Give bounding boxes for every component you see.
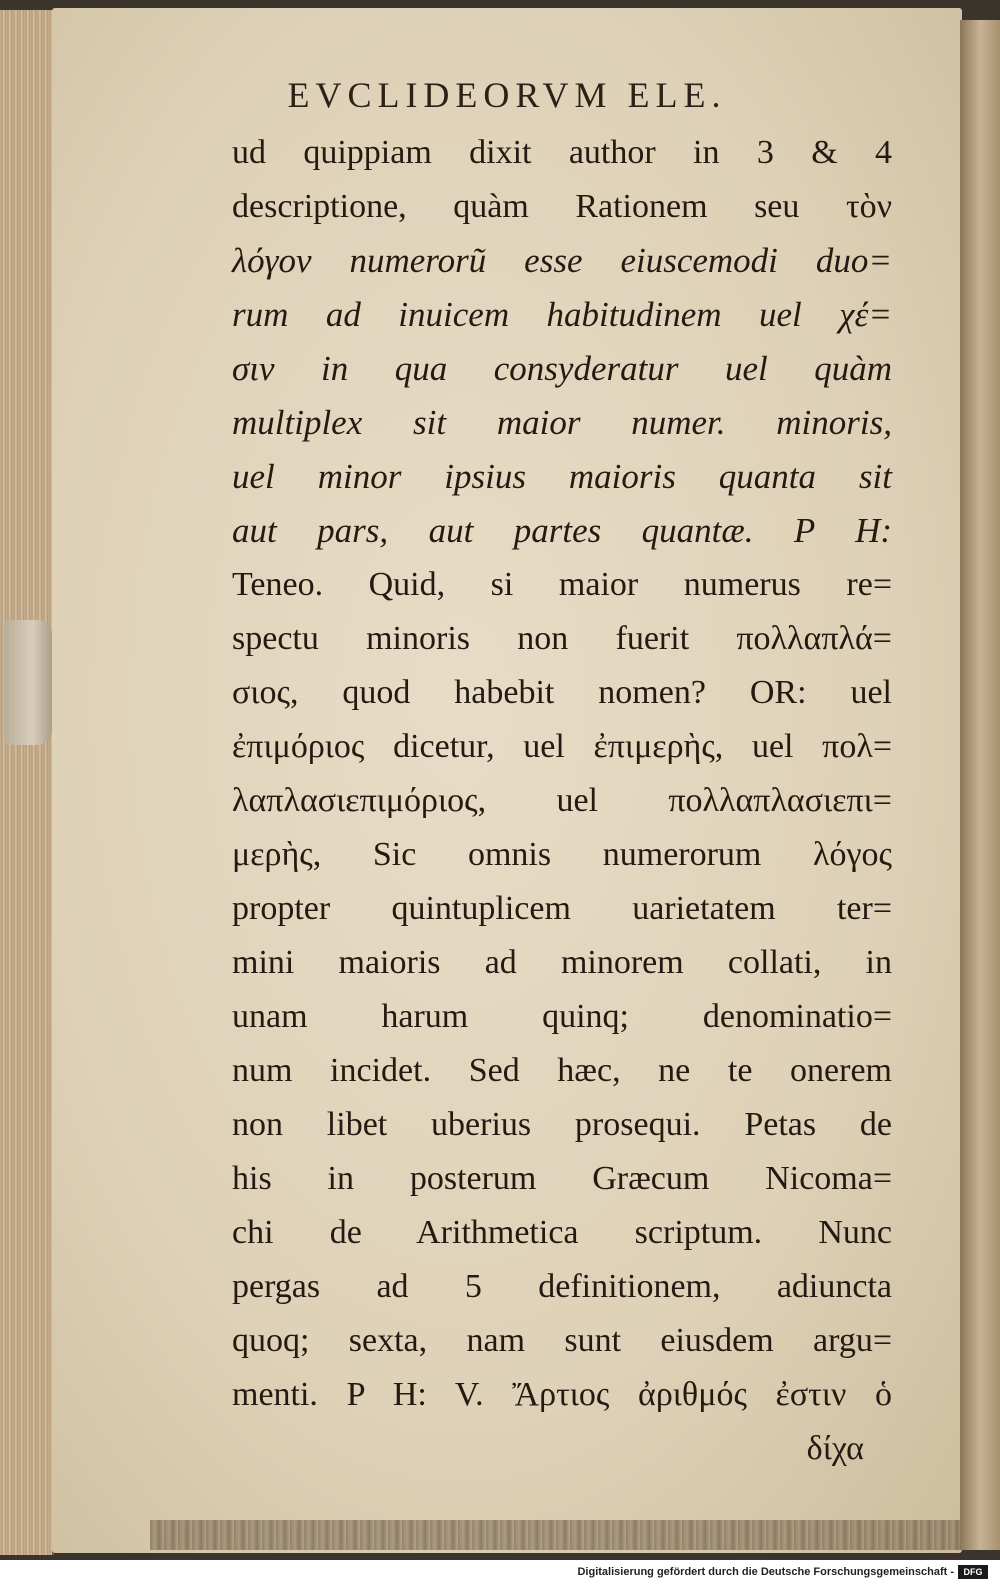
text-line: spectu minoris non fuerit πολλαπλά= bbox=[232, 620, 892, 657]
page-bottom-edge bbox=[150, 1520, 960, 1550]
text-line: multiplex sit maior numer. minoris, bbox=[232, 403, 892, 442]
page-fore-edge bbox=[0, 10, 54, 1555]
digitization-credit: Digitalisierung gefördert durch die Deutsche Forschungsgemeinschaft - bbox=[577, 1566, 954, 1578]
bookmark-tab bbox=[4, 620, 52, 745]
text-line: num incidet. Sed hæc, ne te onerem bbox=[232, 1052, 892, 1089]
text-line: aut pars, aut partes quantæ. P H: bbox=[232, 511, 892, 550]
text-line: mini maioris ad minorem collati, in bbox=[232, 944, 892, 981]
text-line: ἐπιμόριος dicetur, uel ἐπιμερὴς, uel πολ= bbox=[232, 728, 892, 765]
text-line: his in posterum Græcum Nicoma= bbox=[232, 1160, 892, 1197]
text-line: propter quintuplicem uarietatem ter= bbox=[232, 890, 892, 927]
text-line: ud quippiam dixit author in 3 & 4 bbox=[232, 134, 892, 171]
text-line: σιος, quod habebit nomen? OR: uel bbox=[232, 674, 892, 711]
text-line: λαπλασιεπιμόριος, uel πολλαπλασιεπι= bbox=[232, 782, 892, 819]
book-gutter bbox=[960, 20, 1000, 1550]
page-text bbox=[232, 126, 892, 1476]
text-line: chi de Arithmetica scriptum. Nunc bbox=[232, 1214, 892, 1251]
text-line: non libet uberius prosequi. Petas de bbox=[232, 1106, 892, 1143]
text-line: δίχα bbox=[806, 1430, 864, 1467]
text-line: μερὴς, Sic omnis numerorum λόγος bbox=[232, 836, 892, 873]
dfg-logo: DFG bbox=[958, 1565, 988, 1579]
text-line: descriptione, quàm Rationem seu τὸν bbox=[232, 188, 892, 225]
text-line: menti. P H: V. Ἄρτιος ἀριθμός ἐστιν ὁ bbox=[232, 1376, 892, 1413]
text-line: unam harum quinq; denominatio= bbox=[232, 998, 892, 1035]
text-line: σιν in qua consyderatur uel quàm bbox=[232, 349, 892, 388]
text-line: Teneo. Quid, si maior numerus re= bbox=[232, 566, 892, 603]
text-line: λόγον numerorũ esse eiuscemodi duo= bbox=[232, 241, 892, 280]
running-header: EVCLIDEORVM ELE. bbox=[287, 75, 727, 115]
text-line: quoq; sexta, nam sunt eiusdem argu= bbox=[232, 1322, 892, 1359]
text-line: uel minor ipsius maioris quanta sit bbox=[232, 457, 892, 496]
text-line: rum ad inuicem habitudinem uel χέ= bbox=[232, 295, 892, 334]
text-line: pergas ad 5 definitionem, adiuncta bbox=[232, 1268, 892, 1305]
